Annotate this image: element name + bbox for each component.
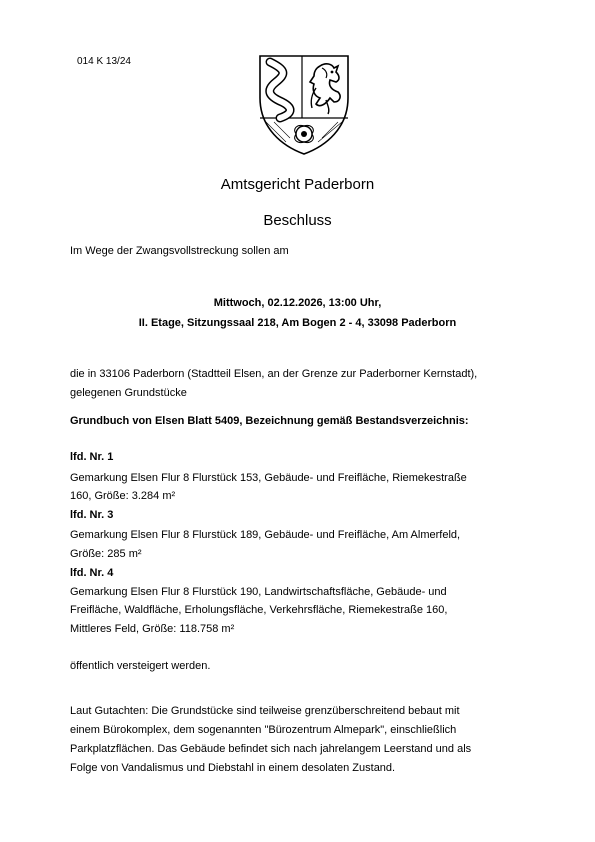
- entry-label: lfd. Nr. 1: [70, 451, 114, 463]
- intro-text: Im Wege der Zwangsvollstreckung sollen am: [70, 245, 289, 257]
- entry-line: Gemarkung Elsen Flur 8 Flurstück 189, Gebäude- und Freifläche, Am Almerfeld,: [70, 529, 461, 541]
- entry-label: lfd. Nr. 3: [70, 509, 114, 521]
- auction-location: II. Etage, Sitzungssaal 218, Am Bogen 2 - 4, 33098 Paderborn: [138, 317, 457, 329]
- entry-label: lfd. Nr. 4: [70, 567, 114, 579]
- nrw-coat-of-arms-icon: [256, 52, 352, 158]
- entry-line: Größe: 285 m²: [70, 548, 142, 560]
- court-name: Amtsgericht Paderborn: [220, 176, 375, 193]
- report-line: Parkplatzflächen. Das Gebäude befindet sich nach jahrelangem Leerstand und als: [70, 743, 472, 755]
- auction-date: Mittwoch, 02.12.2026, 13:00 Uhr,: [213, 297, 382, 309]
- property-intro-line-1: die in 33106 Paderborn (Stadtteil Elsen, an der Grenze zur Paderborner Kernstadt),: [70, 368, 478, 380]
- auction-statement: öffentlich versteigert werden.: [70, 660, 211, 672]
- case-number: 014 K 13/24: [77, 56, 131, 67]
- report-line: Laut Gutachten: Die Grundstücke sind teilweise grenzüberschreitend bebaut mit: [70, 705, 460, 717]
- entry-line: Gemarkung Elsen Flur 8 Flurstück 190, Landwirtschaftsfläche, Gebäude- und: [70, 586, 447, 598]
- entry-line: Gemarkung Elsen Flur 8 Flurstück 153, Gebäude- und Freifläche, Riemekestraße: [70, 472, 467, 484]
- property-intro-line-2: gelegenen Grundstücke: [70, 387, 187, 399]
- entry-line: Freifläche, Waldfläche, Erholungsfläche, Verkehrsfläche, Riemekestraße 160,: [70, 604, 448, 616]
- grundbuch-heading: Grundbuch von Elsen Blatt 5409, Bezeichnung gemäß Bestandsverzeichnis:: [70, 415, 469, 427]
- report-line: einem Bürokomplex, dem sogenannten "Bürozentrum Almepark", einschließlich: [70, 724, 457, 736]
- entry-line: Mittleres Feld, Größe: 118.758 m²: [70, 623, 235, 635]
- entry-line: 160, Größe: 3.284 m²: [70, 490, 176, 502]
- document-type: Beschluss: [263, 212, 332, 229]
- report-line: Folge von Vandalismus und Diebstahl in einem desolaten Zustand.: [70, 762, 396, 774]
